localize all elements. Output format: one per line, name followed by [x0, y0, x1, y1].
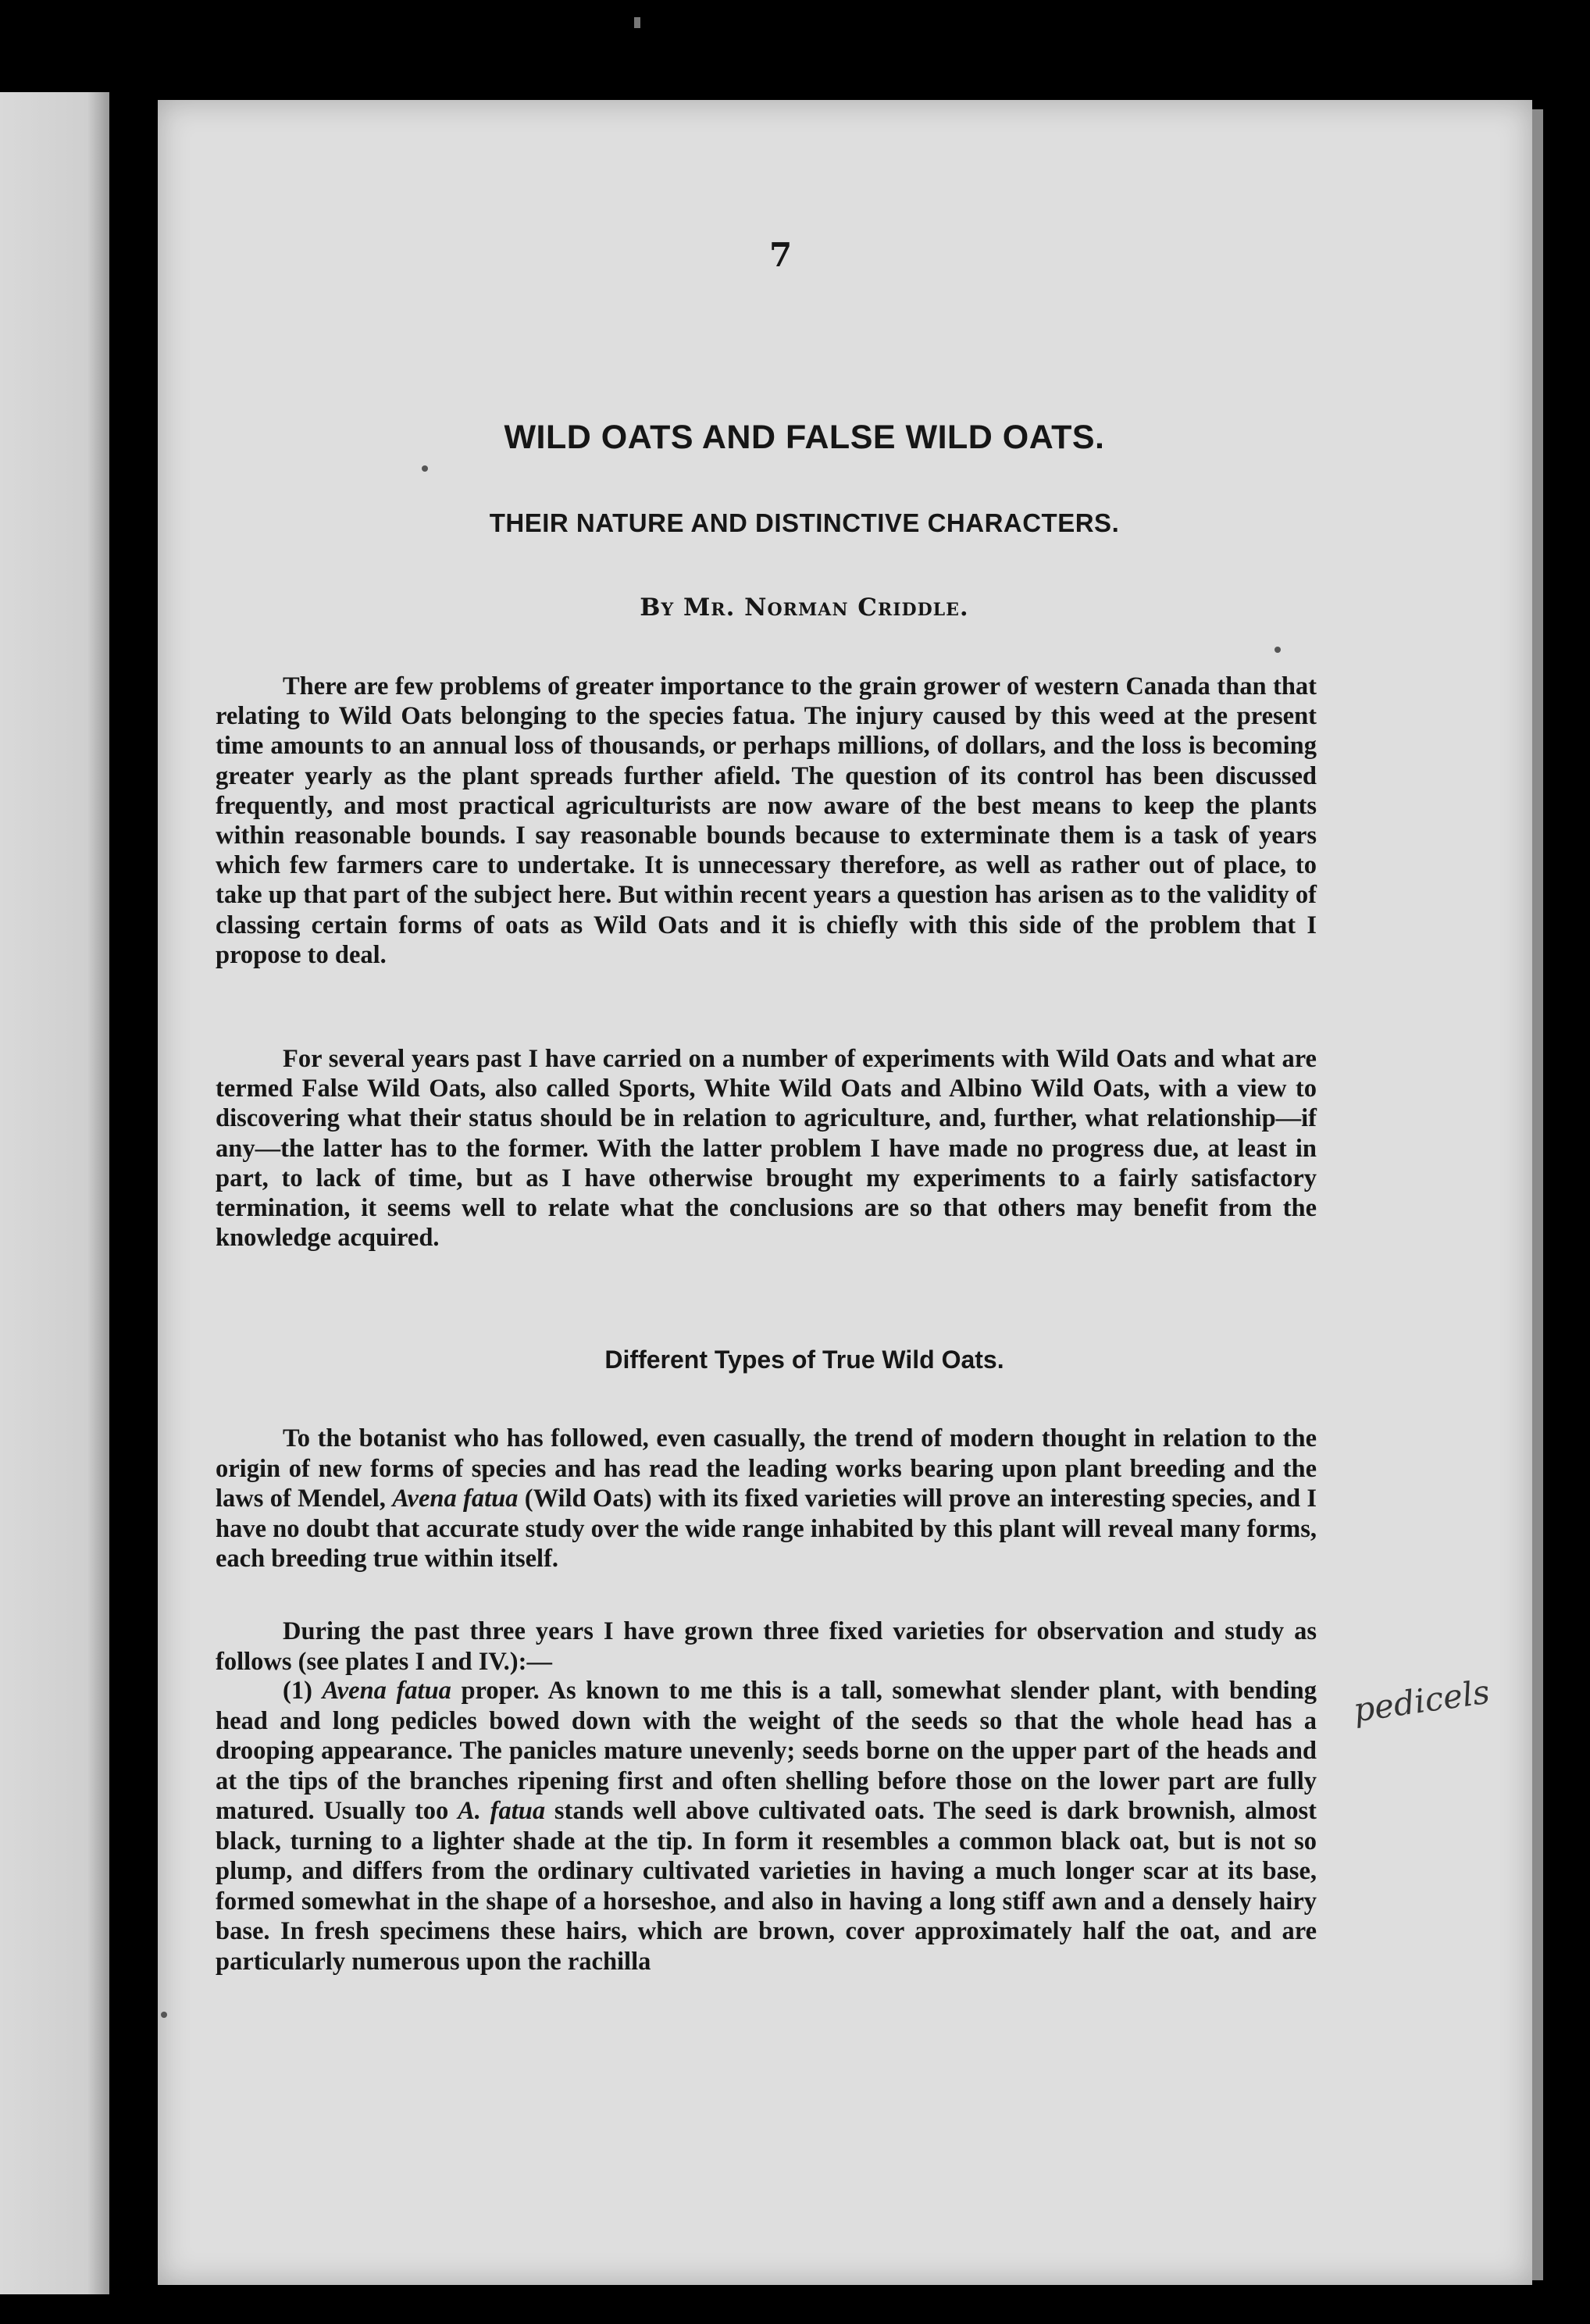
handwritten-margin-note: pedicels — [1351, 1672, 1492, 1730]
species-name: Avena fatua — [392, 1485, 519, 1513]
paragraph-text: To the botanist who has followed, even casually, the trend of modern thought in relation to the origin of new forms of species and has read the leading works bearing upon plant breeding and the laws of Mendel, — [216, 1424, 1317, 1513]
facing-page-edge — [0, 92, 109, 2294]
paragraph: For several years past I have carried on a number of experiments with Wild Oats and what are termed False Wild Oats, also called Sports, White Wild Oats and Albino Wild Oats, with a view to discovering what their status should be in relation to agriculture, and, further, what relationship—if any—the latter has to the former. With the latter problem I have made no progress due, at least in part, to lack of time, but as I have otherwise brought my experiments to a fairly satisfactory termination, it seems well to relate what the conclusions are so that others may benefit from the knowledge acquired. — [216, 1045, 1317, 1253]
species-name: Avena fatua — [322, 1677, 451, 1705]
paragraph — [216, 1676, 1317, 1976]
species-name: A. fatua — [458, 1797, 546, 1825]
page-edge-shadow — [1532, 109, 1543, 2280]
paragraph-text: stands well above cultivated oats. The seed is dark brownish, almost black, turning to a lighter shade at the tip. In form it resembles a common black oat, but is not so plump, and differs from the ordinary cultivated varieties in having a much longer scar at its base, formed somewhat in the shape of a horseshoe, and also in having a long stiff awn and a densely hairy base. In fresh specimens these hairs, which are brown, cover approximately half the oat, and are particularly numerous upon the rachilla — [216, 1797, 1317, 1976]
paragraph-text: proper. As known to me this is a tall, somewhat slender plant, with bending head and long pedicles bowed down with the weight of the seeds so that the whole head has a drooping appearance. The panicles mature unevenly; seeds borne on the upper part of the heads and at the tips of the branches ripening first and often shelling before those on the lower part are fully matured. Usually too — [216, 1677, 1317, 1825]
scan-mark — [634, 17, 640, 28]
list-number: (1) — [283, 1677, 323, 1705]
article-title: WILD OATS AND FALSE WILD OATS. — [504, 419, 1105, 456]
book-gutter — [109, 78, 158, 2324]
speck — [1274, 647, 1281, 653]
paragraph — [216, 1424, 1317, 1574]
paragraph: There are few problems of greater importance to the grain grower of western Canada than that relating to Wild Oats belonging to the species fatua. The injury caused by this weed at the present time amounts to an annual loss of thousands, or perhaps millions, of dollars, and the loss is becoming greater yearly as the plant spreads further afield. The question of its control has been discussed frequently, and most practical agriculturists are now aware of the best means to keep the plants within reasonable bounds. I say reasonable bounds because to exterminate them is a task of years which few farmers care to undertake. It is unnecessary therefore, as well as rather out of place, to take up that part of the subject here. But within recent years a question has arisen as to the validity of classing certain forms of oats as Wild Oats and it is chiefly with this side of the problem that I propose to deal. — [216, 672, 1317, 969]
paragraph: During the past three years I have grown three fixed varieties for observation and study as follows (see plates I and IV.):— — [216, 1617, 1317, 1676]
speck — [422, 465, 428, 472]
paragraph-text: (Wild Oats) with its fixed varieties will prove an interesting species, and I have no doubt that accurate study over the wide range inhabited by this plant will reveal many forms, each breeding true within itself. — [216, 1485, 1317, 1573]
article-subtitle: THEIR NATURE AND DISTINCTIVE CHARACTERS. — [489, 508, 1120, 537]
section-heading: Different Types of True Wild Oats. — [604, 1346, 1004, 1374]
speck — [161, 2012, 167, 2018]
byline: By Mr. Norman Criddle. — [640, 593, 969, 622]
page-number: 7 — [769, 236, 793, 274]
